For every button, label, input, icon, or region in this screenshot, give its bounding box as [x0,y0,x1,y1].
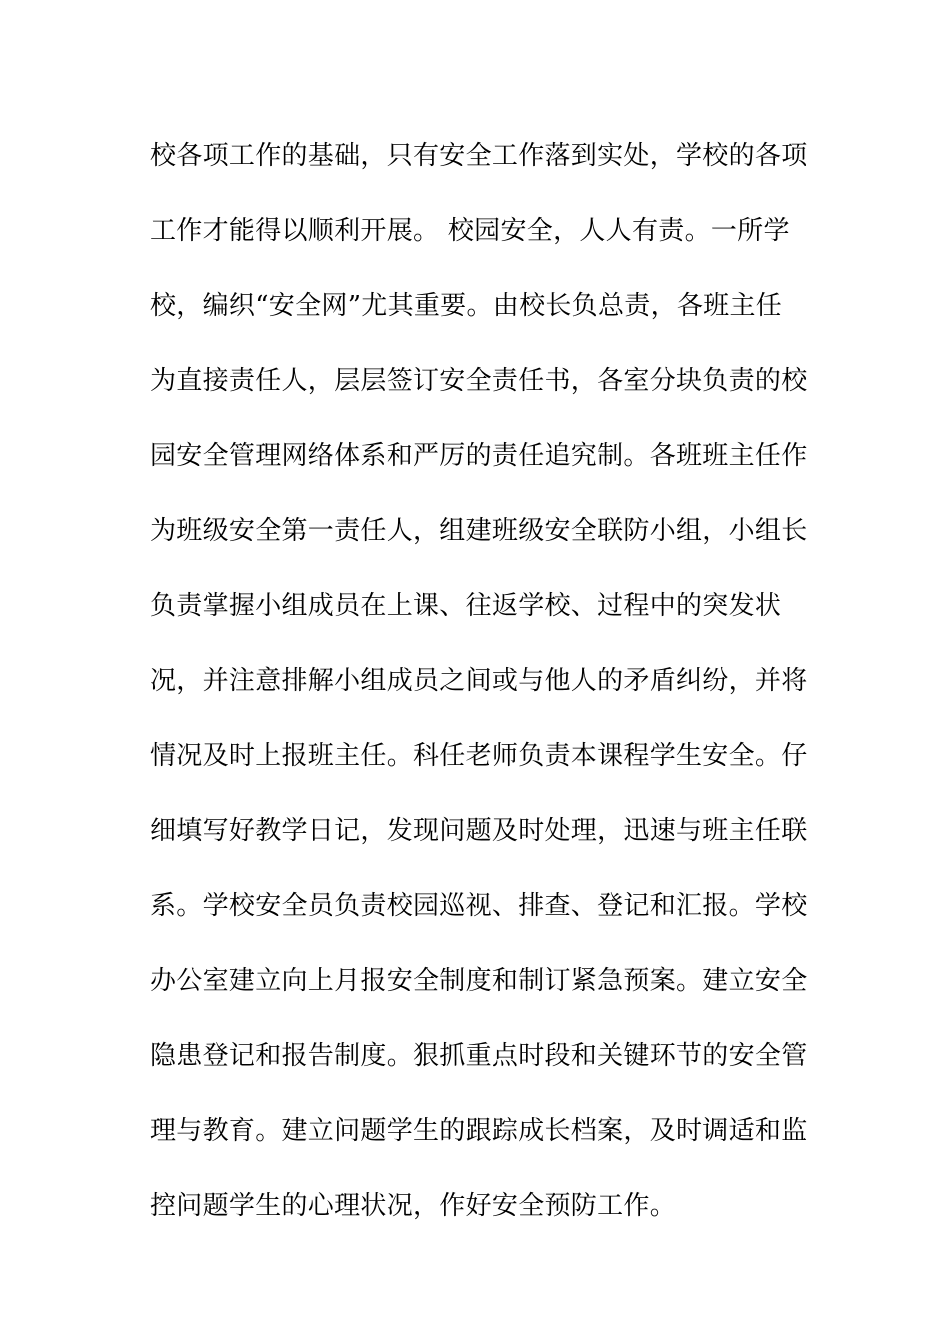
body-paragraph [150,128,810,1253]
text-line: 隐患登记和报告制度。狠抓重点时段和关键环节的安全管 [150,1041,808,1071]
text-line: 工作才能得以顺利开展。 校园安全，人人有责。一所学 [150,216,790,246]
text-line: 细填写好教学日记，发现问题及时处理，迅速与班主任联 [150,816,808,846]
text-line: 园安全管理网络体系和严厉的责任追究制。各班班主任作 [150,441,808,471]
text-line: 校，编织“安全网”尤其重要。由校长负总责，各班主任 [150,291,783,321]
text-line: 办公室建立向上月报安全制度和制订紧急预案。建立安全 [150,966,808,996]
text-line: 理与教育。建立问题学生的跟踪成长档案，及时调适和监 [150,1116,808,1146]
text-line: 情况及时上报班主任。科任老师负责本课程学生安全。仔 [150,741,808,771]
text-line: 为班级安全第一责任人，组建班级安全联防小组，小组长 [150,516,808,546]
text-line: 校各项工作的基础，只有安全工作落到实处，学校的各项 [150,141,808,171]
text-line: 为直接责任人，层层签订安全责任书，各室分块负责的校 [150,366,808,396]
text-line: 系。学校安全员负责校园巡视、排查、登记和汇报。学校 [150,891,808,921]
text-line: 控问题学生的心理状况，作好安全预防工作。 [150,1191,677,1221]
text-line: 负责掌握小组成员在上课、往返学校、过程中的突发状 [150,591,782,621]
text-line: 况，并注意排解小组成员之间或与他人的矛盾纠纷，并将 [150,666,808,696]
